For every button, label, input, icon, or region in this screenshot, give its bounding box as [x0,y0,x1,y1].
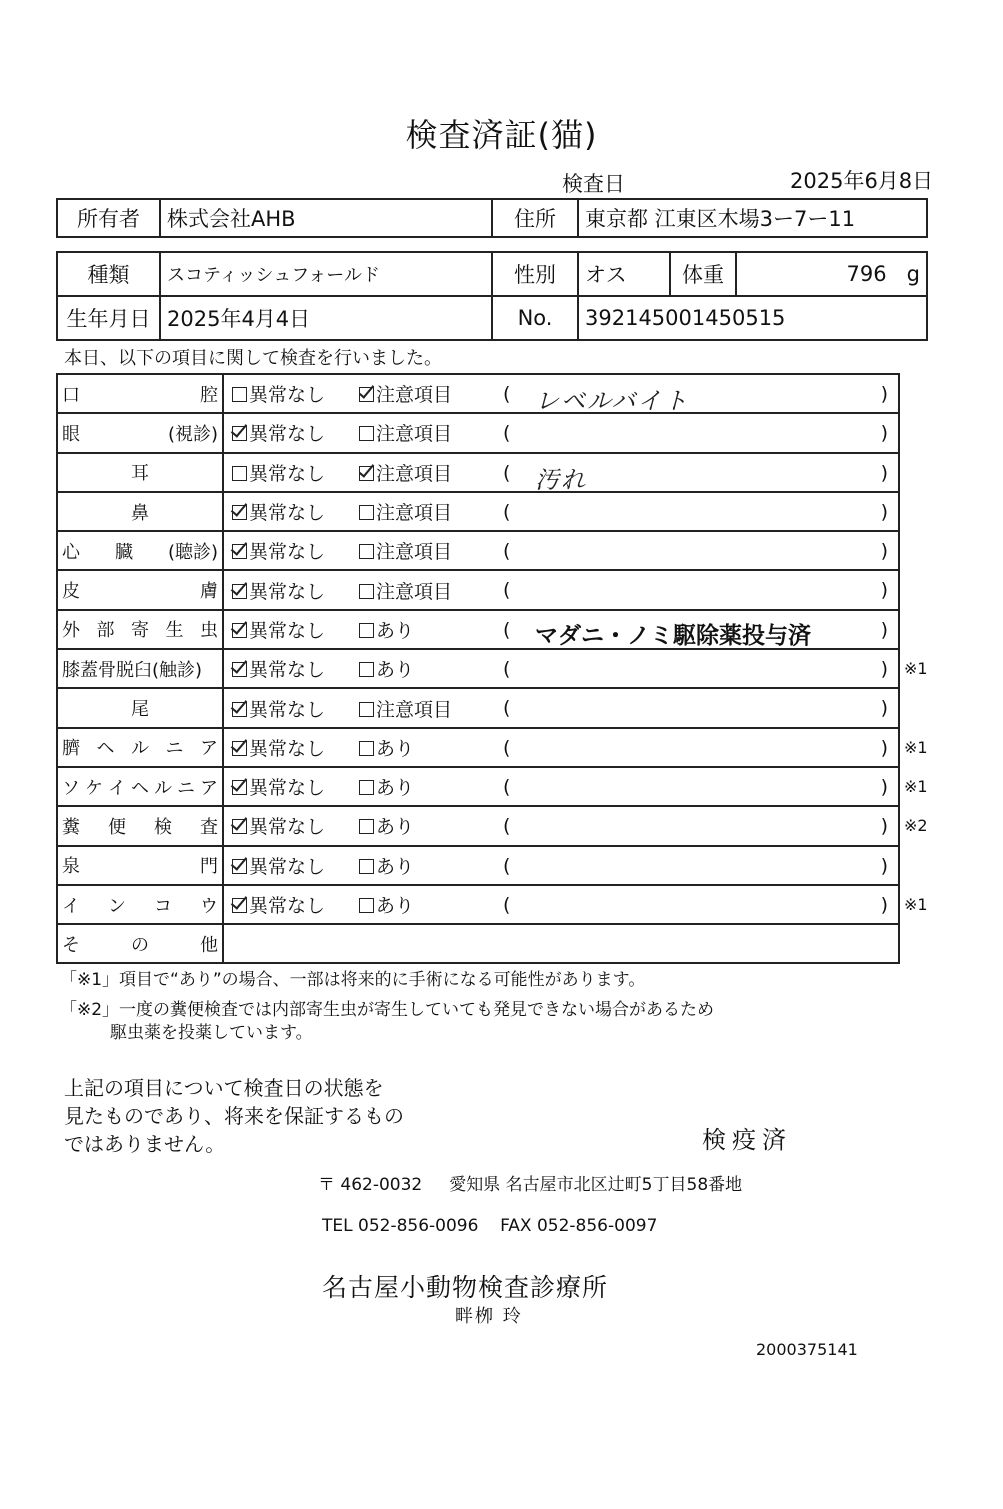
exam-ok-label: 異常なし [249,698,326,721]
exam-alt-option[interactable] [359,885,495,924]
no-label: No. [492,296,578,340]
exam-note [495,413,899,452]
exam-item-name [57,492,223,531]
exam-alt-option[interactable] [359,767,495,806]
checked-checkbox-icon[interactable] [359,387,374,402]
clinic-contact [322,1216,657,1236]
paren-close: ) [880,579,888,602]
exam-ok-label: 異常なし [249,384,326,407]
checked-checkbox-icon[interactable] [232,662,247,677]
exam-item-name [57,610,223,649]
exam-note-text: マダニ・ノミ駆除薬投与済 [535,622,811,649]
checked-checkbox-icon[interactable] [232,819,247,834]
exam-item-name-char: ヘ [131,777,149,799]
exam-item-name-char: 外 [62,620,80,642]
exam-item-name-char: ニ [165,738,184,760]
footnote-2-line-1: 「※2」一度の糞便検査では内部寄生虫が寄生していても発見できない場合があるため [60,1000,715,1020]
exam-row [57,492,899,531]
exam-alt-label: 注意項目 [376,580,453,603]
exam-alt-label: あり [376,777,415,800]
paren-open: ( [503,500,511,523]
exam-ok-label: 異常なし [249,855,326,878]
empty-checkbox-icon[interactable] [359,780,374,795]
exam-ok-label: 異常なし [249,462,326,485]
exam-ok-option[interactable] [223,531,359,570]
exam-item-name [57,806,223,845]
paren-open: ( [503,775,511,798]
exam-item-name-char: 臍 [62,738,80,760]
exam-item-name-char: (聴診) [167,541,218,563]
owner-table [56,198,928,238]
footnote-mark: ※1 [904,777,928,796]
exam-ok-option[interactable] [223,728,359,767]
exam-alt-label: 注意項目 [376,541,453,564]
exam-note [495,531,899,570]
dob-value: 2025年4月4日 [160,296,492,340]
paren-close: ) [880,383,888,405]
exam-ok-label: 異常なし [249,895,326,917]
exam-alt-option[interactable] [359,492,495,531]
postal-code: 〒 462-0032 [318,1175,423,1195]
paren-open: ( [503,579,511,602]
exam-ok-option[interactable] [223,806,359,845]
exam-item-name-char: 臓 [114,541,133,563]
other-label-char: 他 [200,934,218,956]
exam-row [57,688,899,727]
paren-close: ) [880,815,888,838]
paren-open: ( [503,893,511,916]
empty-checkbox-icon[interactable] [359,544,374,559]
exam-note [495,846,899,885]
paren-close: ) [880,893,888,916]
exam-item-name-char: 鼻 [131,502,149,524]
footnote-mark: ※2 [904,816,928,836]
exam-ok-option[interactable] [223,688,359,727]
footnote-2-line-2: 駆虫薬を投薬しています。 [110,1023,313,1043]
exam-note [495,885,899,924]
exam-item-name [57,688,223,727]
exam-note [495,728,899,767]
checked-checkbox-icon[interactable] [232,898,247,913]
exam-ok-option[interactable] [223,453,359,492]
exam-item-name-char: ソ [62,777,80,799]
empty-checkbox-icon[interactable] [232,387,247,402]
paren-close: ) [880,422,888,445]
disclaimer [64,1074,404,1158]
exam-item-name-char: 門 [200,856,218,878]
checked-checkbox-icon[interactable] [232,702,247,717]
checked-checkbox-icon[interactable] [232,544,247,559]
empty-checkbox-icon[interactable] [359,505,374,520]
exam-alt-option[interactable] [359,649,495,688]
exam-alt-option[interactable] [359,453,495,492]
paren-close: ) [880,618,888,641]
exam-item-name [57,374,223,413]
exam-item-name [57,413,223,452]
weight-value: 796 [846,262,887,286]
exam-row [57,885,899,924]
exam-item-name [57,767,223,806]
exam-ok-label: 異常なし [249,816,326,839]
exam-ok-option[interactable] [223,413,359,452]
exam-note-text: レベルバイト [535,387,690,414]
exam-item-name-char: 便 [108,816,126,838]
clinic-address-text: 愛知県 名古屋市北区辻町5丁目58番地 [449,1175,743,1195]
empty-checkbox-icon[interactable] [359,426,374,441]
exam-alt-option[interactable] [359,531,495,570]
exam-ok-option[interactable] [223,570,359,609]
exam-item-name-char: 寄 [131,620,149,642]
exam-ok-option[interactable] [223,649,359,688]
weight-cell [736,252,927,296]
empty-checkbox-icon[interactable] [359,859,374,874]
exam-alt-option[interactable] [359,688,495,727]
paren-open: ( [503,540,511,563]
exam-alt-label: あり [376,855,415,878]
document-title: 検査済証(猫) [405,116,598,154]
exam-alt-label: 注意項目 [376,462,453,485]
paren-open: ( [503,422,511,445]
exam-row [57,846,899,885]
exam-item-name-char: ケ [85,777,103,799]
paren-close: ) [880,775,888,798]
footnote-mark: ※1 [904,894,928,914]
exam-item-name-char: 査 [200,816,218,838]
exam-row [57,531,899,570]
exam-row [57,728,899,767]
exam-item-name [57,885,223,924]
empty-checkbox-icon[interactable] [359,898,374,913]
quarantine-stamp: 検疫済 [702,1126,792,1154]
empty-checkbox-icon[interactable] [359,741,374,756]
empty-checkbox-icon[interactable] [359,702,374,717]
exam-ok-label: 異常なし [249,423,326,446]
other-label-char: の [131,934,149,956]
exam-item-name-char: ア [200,738,218,760]
paren-close: ) [880,658,888,681]
address-label: 住所 [492,199,578,237]
exam-item-name-char: イ [62,895,80,917]
exam-row [57,806,899,845]
exam-alt-label: あり [376,619,415,642]
address-value: 東京都 江東区木場3ー7ー11 [578,199,927,237]
vet-name: 畔栁 玲 [455,1306,523,1327]
exam-ok-option[interactable] [223,846,359,885]
owner-label: 所有者 [57,199,160,237]
exam-alt-label: あり [376,816,415,839]
exam-ok-label: 異常なし [249,502,326,525]
exam-item-name-char: イ [108,777,126,799]
checked-checkbox-icon[interactable] [232,505,247,520]
exam-item-name-char: 眼 [62,423,80,445]
exam-item-name-char: 糞 [62,816,80,838]
exam-alt-label: あり [376,659,415,682]
exam-item-name-char: 泉 [62,856,80,878]
exam-item-name: 膝蓋骨脱臼(触診) [57,649,223,688]
exam-row [57,374,899,413]
exam-item-name-char: 生 [165,620,184,642]
clinic-tel: TEL 052-856-0096 [322,1216,479,1236]
checked-checkbox-icon[interactable] [232,584,247,599]
exam-note [495,688,899,727]
exam-alt-option[interactable] [359,728,495,767]
exam-row [57,649,899,688]
exam-ok-option[interactable] [223,374,359,413]
exam-alt-label: 注意項目 [376,423,453,446]
exam-ok-option[interactable] [223,610,359,649]
paren-open: ( [503,658,511,681]
exam-ok-label: 異常なし [249,541,326,564]
exam-date-label: 検査日 [562,172,625,196]
checked-checkbox-icon[interactable] [232,426,247,441]
disclaimer-line-2: 見たものであり、将来を保証するもの [64,1104,404,1128]
empty-checkbox-icon[interactable] [232,466,247,481]
exam-ok-label: 異常なし [249,659,326,682]
document-code: 2000375141 [756,1340,858,1359]
exam-item-name-char: ウ [200,895,218,917]
owner-value: 株式会社AHB [160,199,492,237]
exam-item-name-char: ル [154,777,172,799]
exam-ok-option[interactable] [223,767,359,806]
exam-date-value: 2025年6月8日 [790,169,934,193]
exam-ok-option[interactable] [223,492,359,531]
exam-alt-label: あり [376,895,415,917]
exam-row [57,453,899,492]
sex-label: 性別 [492,252,578,296]
exam-alt-option[interactable] [359,570,495,609]
breed-label: 種類 [57,252,160,296]
exam-alt-option[interactable] [359,610,495,649]
exam-item-name-char: ア [200,777,218,799]
weight-label: 体重 [670,252,736,296]
exam-note [495,453,899,492]
paren-open: ( [503,383,511,405]
exam-item-name-char: 尾 [131,699,149,721]
other-label-char: そ [62,934,80,956]
paren-close: ) [880,854,888,877]
exam-item-name-char: 口 [62,384,80,406]
disclaimer-line-3: ではありません。 [64,1132,226,1156]
checked-checkbox-icon[interactable] [359,466,374,481]
exam-note [495,806,899,845]
exam-note-text: 汚れ [535,465,587,492]
disclaimer-line-1: 上記の項目について検査日の状態を [64,1076,384,1100]
paren-close: ) [880,697,888,720]
exam-item-name-char: ル [131,738,149,760]
clinic-fax: FAX 052-856-0097 [500,1216,658,1236]
exam-item-name [57,728,223,767]
exam-alt-label: 注意項目 [376,502,453,525]
exam-row [57,610,899,649]
exam-item-name-char: ニ [177,777,195,799]
paren-open: ( [503,697,511,720]
exam-ok-option[interactable] [223,885,359,924]
exam-item-name [57,846,223,885]
exam-item-name-char: 膚 [200,581,218,603]
paren-close: ) [880,736,888,759]
footnote-mark: ※1 [904,737,928,757]
exam-note [495,492,899,531]
exam-note [495,610,899,649]
paren-open: ( [503,618,511,641]
exam-items-table [56,373,900,964]
exam-item-name-char: 皮 [62,581,80,603]
exam-row [57,413,899,452]
empty-checkbox-icon[interactable] [359,819,374,834]
sex-value: オス [578,252,670,296]
exam-alt-option[interactable] [359,374,495,413]
checked-checkbox-icon[interactable] [232,780,247,795]
exam-alt-label: あり [376,737,415,760]
empty-checkbox-icon[interactable] [359,623,374,638]
clinic-name: 名古屋小動物検査診療所 [322,1273,609,1302]
exam-item-name-char: 心 [62,541,80,563]
paren-open: ( [503,461,511,484]
exam-item-name [57,453,223,492]
exam-alt-label: 注意項目 [376,384,453,407]
exam-item-name [57,570,223,609]
dob-label: 生年月日 [57,296,160,340]
exam-note [495,570,899,609]
exam-item-name-char: 耳 [131,463,149,485]
exam-alt-option[interactable] [359,413,495,452]
exam-alt-option[interactable] [359,846,495,885]
paren-close: ) [880,540,888,563]
exam-item-name-char: (視診) [167,423,218,445]
clinic-address [318,1170,742,1195]
exam-row [57,570,899,609]
exam-ok-label: 異常なし [249,737,326,760]
paren-open: ( [503,854,511,877]
footnote-mark: ※1 [904,659,928,679]
exam-item-name-char: 部 [96,620,115,642]
intro-text: 本日、以下の項目に関して検査を行いました。 [64,348,442,369]
exam-ok-label: 異常なし [249,619,326,642]
footnote-1: 「※1」項目で“あり”の場合、一部は将来的に手術になる可能性があります。 [60,970,646,990]
exam-row [57,767,899,806]
exam-item-name-char: コ [154,895,172,917]
weight-unit: g [906,262,920,286]
empty-checkbox-icon[interactable] [359,584,374,599]
other-label-cell [57,924,223,963]
exam-item-name-char: 腔 [200,384,218,406]
exam-note [495,374,899,413]
exam-item-name [57,531,223,570]
paren-close: ) [880,500,888,523]
checked-checkbox-icon[interactable] [232,623,247,638]
other-value-cell [223,924,899,963]
exam-alt-option[interactable] [359,806,495,845]
no-value: 392145001450515 [578,296,927,340]
paren-open: ( [503,736,511,759]
pet-info-table [56,251,928,341]
breed-value: スコティッシュフォールド [160,252,492,296]
exam-note [495,649,899,688]
exam-item-name-char: 虫 [200,620,218,642]
checked-checkbox-icon[interactable] [232,859,247,874]
exam-ok-label: 異常なし [249,777,326,800]
paren-close: ) [880,461,888,484]
exam-note [495,767,899,806]
checked-checkbox-icon[interactable] [232,741,247,756]
exam-item-name-char: 検 [154,816,172,838]
exam-item-name-char: ン [108,895,126,917]
exam-item-name-char: ヘ [96,738,115,760]
exam-alt-label: 注意項目 [376,698,453,721]
empty-checkbox-icon[interactable] [359,662,374,677]
exam-ok-label: 異常なし [249,580,326,603]
paren-open: ( [503,815,511,838]
